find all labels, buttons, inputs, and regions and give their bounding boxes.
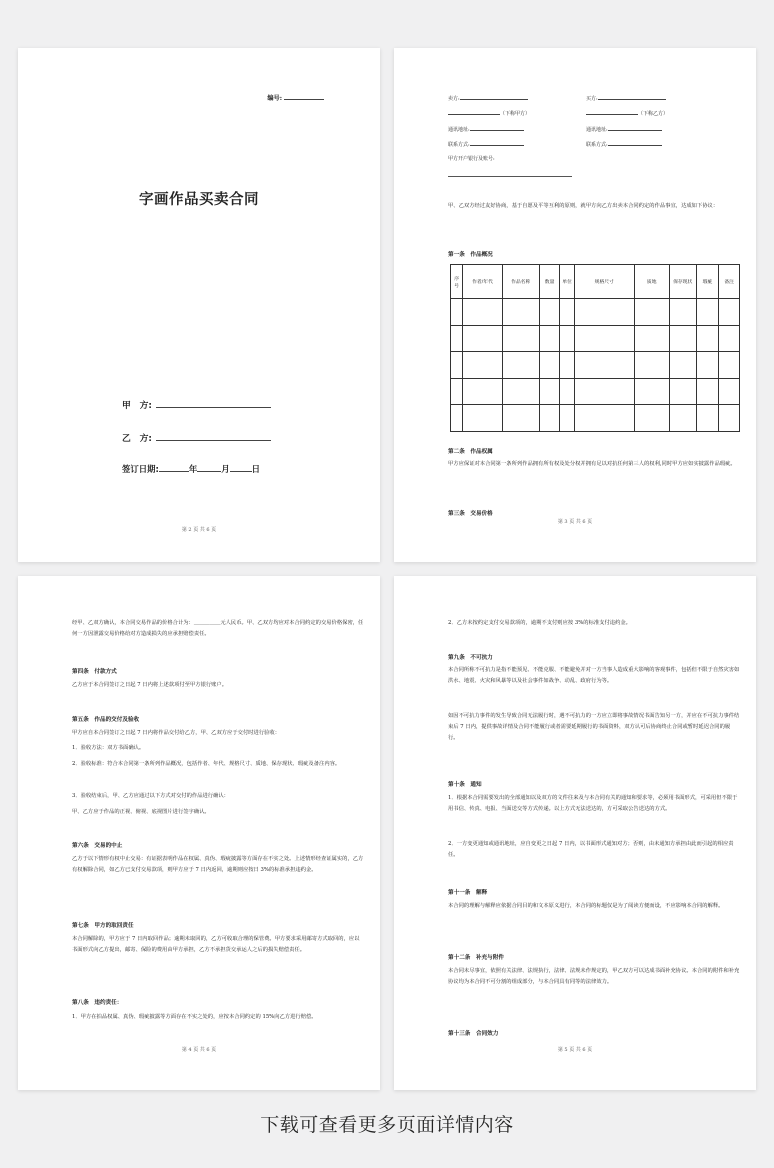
article-5-heading: 第五条 作品的交付及验收 (72, 717, 140, 723)
contract-page-3 (18, 576, 380, 1090)
party-b-label: 乙 方: (122, 434, 152, 444)
party-a-blank (156, 399, 271, 408)
article-9-text-1: 本合同所称不可抗力是指不能预见、不能克服、不能避免并对一方当事人造成重大影响的客观事件，包括但不限于自然灾害如洪水、地震、火灾和风暴等以及社会事件如战争、动乱、政府行为等。 (448, 667, 740, 684)
intro-paragraph: 甲、乙双方经过友好协商，基于自愿及平等互利的原则，就甲方向乙方出卖本合同约定的作品事宜，达成如下协议： (448, 203, 719, 209)
table-header-cell: 单位 (560, 265, 574, 299)
article-5-text-2: 1．验收方法：双方书面确认。 (72, 745, 145, 751)
article-1-heading: 第一条 作品概况 (448, 252, 493, 258)
article-4-heading: 第四条 付款方式 (72, 669, 117, 675)
article-13-heading: 第十三条 合同效力 (448, 1031, 499, 1037)
article-11-heading: 第十一条 解释 (448, 890, 488, 896)
day-blank (230, 463, 252, 472)
hereinafter-a-line (448, 109, 530, 118)
article-10-text-2: 2．一方变更通知或通讯地址，应自变更之日起 7 日内，以书面形式通知对方；否则，由未通知方承担由此而引起的相应责任。 (448, 841, 734, 858)
contact-a-blank (470, 140, 524, 146)
table-row (451, 299, 740, 326)
party-a-label: 甲 方: (122, 401, 152, 411)
page-footer: 第 4 页 共 6 页 (181, 1047, 217, 1053)
buyer-blank (598, 94, 666, 100)
article-2-text: 甲方应保证对本合同第一条所列作品拥有所有权及处分权并拥有足以对抗任何第三人的权利,同时甲方应如实披露作品瑕疵。 (448, 461, 736, 467)
table-header-cell: 瑕疵 (696, 265, 719, 299)
table-header-cell: 序号 (451, 265, 463, 299)
contract-number-label: 编号: (267, 95, 282, 102)
page-footer: 第 2 页 共 6 页 (181, 527, 217, 533)
article-7-heading: 第七条 甲方的取回责任 (72, 923, 134, 929)
year-blank (159, 463, 189, 472)
article-8-heading: 第八条 违约责任： (72, 1000, 123, 1006)
month-blank (197, 463, 221, 472)
article-11-text: 本合同的理解与解释应依据合同目的和文本原义进行，本合同的标题仅是为了阅读方便而设，不应影响本合同的解释。 (448, 903, 724, 909)
address-b-line (586, 125, 662, 134)
address-a-line (448, 125, 524, 134)
article-8-text: 1．甲方在拍品权属、真伪、瑕疵披露等方面存在不实之处的，应按本合同约定的 15%向乙方进行赔偿。 (72, 1014, 317, 1020)
table-header-row (451, 265, 740, 299)
article-10-heading: 第十条 通知 (448, 782, 482, 788)
table-row (451, 352, 740, 379)
sign-date-line (122, 463, 260, 475)
hereinafter-a-label: （下称甲方） (500, 111, 531, 117)
article-5-text-3: 2．验收标准：符合本合同第一条所列作品概况，包括作者、年代、规格尺寸、质地、保存现状、瑕疵及备注内容。 (72, 761, 341, 767)
article-6-heading: 第六条 交易的中止 (72, 843, 123, 849)
hereinafter-a-blank (448, 109, 500, 115)
address-b-label: 通讯地址: (586, 127, 608, 133)
article-2-heading: 第二条 作品权属 (448, 449, 493, 455)
article-5-text-5: 甲、乙方应于作品的正视、俯视、底视图片进行签字确认。 (72, 809, 210, 815)
page-footer: 第 3 页 共 6 页 (557, 519, 593, 525)
article-9-text-2: 如因不可抗力事件的发生导致合同无法履行时，遇不可抗力的一方应立即将事故情况书面告知另一方，并应在不可抗力事件结束后 7 日内，提供事故详情及合同不能履行或者需要延期履行的书面资料，双方认可后协商终止合同或暂时延迟合同的履行。 (448, 713, 740, 741)
article-12-text: 本合同未尽事宜，依照有关法律、法规执行，法律、法规未作规定的，甲乙双方可以达成书面补充协议。本合同的附件和补充协议均为本合同不可分割的组成部分，与本合同具有同等的法律效力。 (448, 968, 740, 985)
party-b-line (122, 431, 271, 444)
price-paragraph: 经甲、乙双方确认，本合同交易作品的价格合计为：＿＿＿＿＿元人民币。甲、乙双方均应对本合同约定的交易价格保密，任何一方因泄露交易价格给对方造成损失的应承担赔偿责任。 (72, 620, 364, 637)
article-9-heading: 第九条 不可抗力 (448, 655, 493, 661)
buyer-line (586, 94, 666, 103)
sign-date-label: 签订日期: (122, 464, 159, 474)
article-5-text-4: 3．验收结束后，甲、乙方应通过以下方式对交付的作品进行确认： (72, 793, 229, 799)
buyer-label: 买方: (586, 96, 598, 102)
contract-number-blank (284, 94, 324, 100)
page-footer: 第 5 页 共 6 页 (557, 1047, 593, 1053)
address-a-blank (470, 125, 524, 131)
table-header-cell: 规格尺寸 (574, 265, 634, 299)
month-label: 月 (221, 464, 230, 474)
address-b-blank (608, 125, 662, 131)
contract-title: 字画作品买卖合同 (139, 192, 259, 208)
article-10-text-1: 1．根据本合同需要发出的全部通知以及双方的文件往来及与本合同有关的通知和要求等，必须用书面形式，可采用但不限于用书信、传真、电报、当面送交等方式传递。以上方式无法送达的，方可采取公告送达的方式。 (448, 795, 738, 812)
table-header-cell: 作者/年代 (463, 265, 502, 299)
day-label: 日 (251, 464, 260, 474)
table-row (451, 378, 740, 405)
article-5-text-1: 甲方应自本合同签订之日起 7 日内将作品交付给乙方，甲、乙双方应于交付时进行验收： (72, 730, 281, 736)
contract-page-2 (394, 48, 756, 562)
table-header-cell: 数量 (539, 265, 560, 299)
seller-line (448, 94, 528, 103)
bank-blank (448, 176, 572, 177)
table-header-cell: 备注 (719, 265, 740, 299)
address-a-label: 通讯地址: (448, 127, 470, 133)
contact-a-label: 联系方式: (448, 142, 470, 148)
artwork-table (450, 264, 740, 432)
download-caption: 下载可查看更多页面详情内容 (260, 1114, 514, 1136)
seller-blank (460, 94, 528, 100)
table-header-cell: 质地 (634, 265, 669, 299)
contact-b-blank (608, 140, 662, 146)
table-row (451, 325, 740, 352)
table-header-cell: 保存现状 (669, 265, 696, 299)
seller-label: 卖方: (448, 96, 460, 102)
bank-line: 甲方开户银行及账号: (448, 156, 495, 162)
late-payment-text: 2．乙方未按约定支付交易款项的，逾期不支付则应按 3%的标准支付违约金。 (448, 620, 631, 626)
article-6-text: 乙方于以下情形有权中止交易：有证据表明作品在权属、真伪、瑕疵披露等方面存在不实之处。上述情形经查证属实的，乙方有权解除合同，如乙方已支付交易款项，则甲方应于 7 日内返回，逾期则应按日 3%的标准承担违约金。 (72, 856, 364, 873)
contact-b-label: 联系方式: (586, 142, 608, 148)
article-12-heading: 第十二条 补充与附件 (448, 955, 504, 961)
party-a-line (122, 398, 271, 411)
hereinafter-b-line (586, 109, 668, 118)
contract-number (267, 93, 324, 102)
table-header-cell: 作品名称 (502, 265, 539, 299)
contact-a-line (448, 140, 524, 149)
article-3-heading: 第三条 交易价格 (448, 511, 493, 517)
article-7-text: 本合同解除的，甲方应于 7 日内取回作品；逾期未取回的，乙方可收取合理的保管费。甲方要求采用邮寄方式取回的，应以书面形式向乙方提出，邮寄、保险的费用由甲方承担，乙方不承担货交承运人之后的损失赔偿责任。 (72, 936, 360, 953)
contract-page-4 (394, 576, 756, 1090)
article-4-text: 乙方应于本合同签订之日起 7 日内将上述款项付至甲方银行账户。 (72, 682, 228, 688)
hereinafter-b-blank (586, 109, 638, 115)
hereinafter-b-label: （下称乙方） (638, 111, 669, 117)
contact-b-line (586, 140, 662, 149)
year-label: 年 (188, 464, 198, 474)
contract-page-cover (18, 48, 380, 562)
party-b-blank (156, 432, 271, 441)
table-row (451, 405, 740, 432)
